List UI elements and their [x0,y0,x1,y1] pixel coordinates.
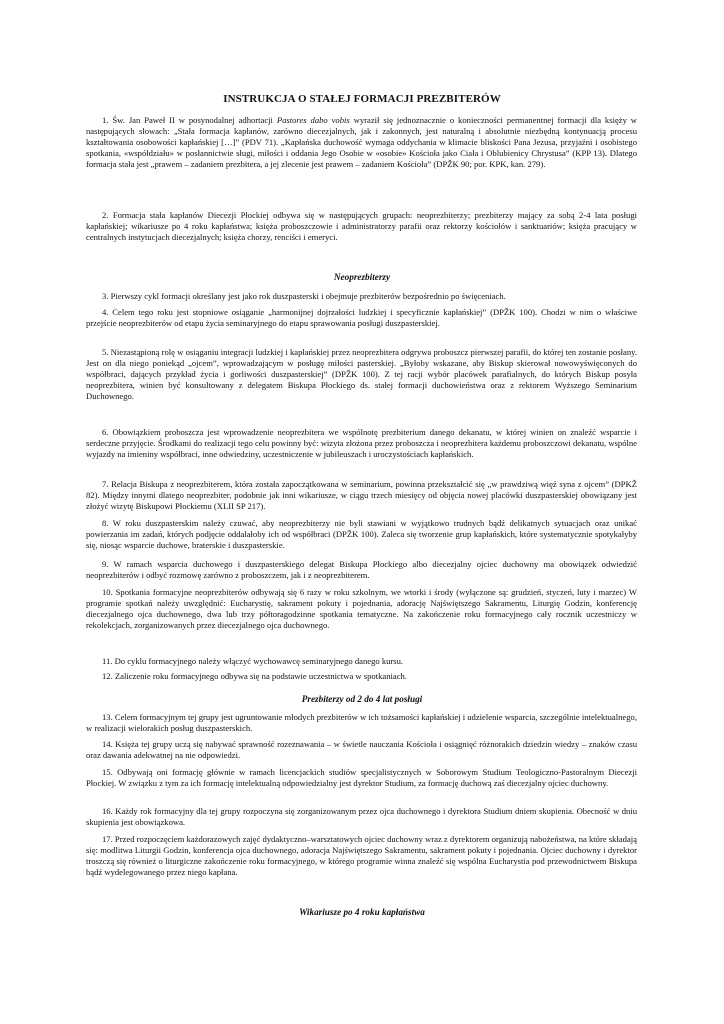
paragraph-1-body: wyraził się jednoznacznie o konieczności permanentnej formacji dla księży w następujących słowach: „Stała formacja kapłanów, zarówno diecezjalnych, jak i zakonnych, jest naturalną i absolutnie niezbędną kontynuacją procesu kształtowania osobowości kapłańskiej […]” (PDV 71). „Kapłańska duchowość wymaga oddychania w klimacie bliskości Pana Jezusa, przyjaźni i osobistego spotkania, «współdziału» w posłannictwie sługi, miłości i oddania Jego Osobie w «osobie» Kościoła jako Ciała i Oblubienicy Chrystusa” (KPP 13). Dlatego formacja stała jest „prawem – zadaniem prezbitera, a jej zlecenie jest prawem – zadaniem Kościoła” (DPŽK 90; por. KPK, kan. 279). [86,115,637,169]
paragraph-1 [86,115,637,170]
paragraph-7: 7. Relacja Biskupa z neoprezbiterem, która została zapoczątkowana w seminarium, powinna przekształcić się „w prawdziwą więź syna z ojcem” (DPKŽ 82). Między innymi dlatego neoprezbiter, podobnie jak inni wikariusze, w ciągu trzech miesięcy od objęcia nowej placówki duszpasterskiej obowiązany jest złożyć wizytę Biskupowi Płockiemu (XLII SP 217). [86,479,637,511]
paragraph-3: 3. Pierwszy cykl formacji określany jest jako rok duszpasterski i obejmuje prezbiterów bezpośrednio po święceniach. [102,291,506,301]
section-heading-wikariusze: Wikariusze po 4 roku kapłaństwa [299,907,425,917]
paragraph-9: 9. W ramach wsparcia duchowego i duszpasterskiego delegat Biskupa Płockiego albo diecezjalny ojciec duchowny ma obowiązek odwiedzić neoprezbiterów i odbyć rozmowę zarówno z proboszczem, jak i z neoprezbiterem. [86,559,637,580]
paragraph-14: 14. Księża tej grupy uczą się nabywać sprawność rozeznawania – w świetle nauczania Kościoła i osiągnięć różnorakich dziedzin wiedzy – znaków czasu oraz dawania adekwatnej na nie odpowiedzi. [86,739,637,760]
document-title: INSTRUKCJA O STAŁEJ FORMACJI PREZBITERÓW [223,93,501,105]
section-heading-prezbiterzy: Prezbiterzy od 2 do 4 lat posługi [301,694,423,704]
adhortation-title: Pastores dabo vobis [276,115,350,125]
paragraph-6: 6. Obowiązkiem proboszcza jest wprowadzenie neoprezbitera we wspólnotę prezbiterium danego dekanatu, w której winien on znaleźć wsparcie i serdeczne przyjęcie. Środkami do realizacji tego celu powinny być: wizyta złożona przez proboszcza i neoprezbitera każdemu proboszczowi dekanatu, wspólne wyjazdy na imieniny współbraci, inne odwiedziny, uczestniczenie w jubileuszach i uroczystościach kapłańskich. [86,427,637,459]
paragraph-16: 16. Każdy rok formacyjny dla tej grupy rozpoczyna się zorganizowanym przez ojca duchownego i dyrektora Studium dniem skupienia. Obecność w dniu skupienia jest obowiązkowa. [86,806,637,827]
section-heading-neoprezbiterzy: Neoprezbiterzy [333,272,391,282]
paragraph-10: 10. Spotkania formacyjne neoprezbiterów odbywają się 6 razy w roku szkolnym, we wtorki i środy (wyłączone są: grudzień, styczeń, luty i marzec) W programie spotkań należy uwzględnić: Eucharystię, sakrament pokuty i pojednania, adorację Najświętszego Sakramentu, Liturgię Godzin, konferencję diecezjalnego ojca duchownego, dwa lub trzy półtoragodzinne spotkania tematyczne. Na zakończenie roku formacyjnego cały rocznik uczestniczy w rekolekcjach, zorganizowanych przez diecezjalnego ojca duchownego. [86,587,637,630]
paragraph-8: 8. W roku duszpasterskim należy czuwać, aby neoprezbiterzy nie byli stawiani w wyjątkowo trudnych bądź delikatnych sytuacjach oraz unikać powierzania im zadań, których podjęcie oddalałoby ich od współbraci (DPŽK 100). Zaleca się tworzenie grup kapłańskich, które systematycznie spotykałyby się, niosąc wsparcie duchowe, braterskie i duszpasterskie. [86,518,637,550]
paragraph-5: 5. Niezastąpioną rolę w osiąganiu integracji ludzkiej i kapłańskiej przez neoprezbitera odgrywa proboszcz pierwszej parafii, do której ten zostanie posłany. Jest on dla niego poniekąd „ojcem”, wprowadzającym w posługę miłości pasterskiej. „Byłoby wskazane, aby Biskup skierował nowowyświęconych do współbraci, dających przykład życia i gorliwości duszpasterskiej” (DPŽK 100). Z tej racji wybór placówek parafialnych, do których Biskup posyła neoprezbitera, winien być konsultowany z delegatem Biskupa Płockiego ds. stałej formacji duchowieństwa oraz z rektorem Wyższego Seminarium Duchownego. [86,347,637,401]
paragraph-2: 2. Formacja stała kapłanów Diecezji Płockiej odbywa się w następujących grupach: neoprezbiterzy; prezbiterzy mający za sobą 2-4 lata posługi kapłańskiej; wikariusze po 4 roku kapłaństwa; księża proboszczowie i administratorzy parafii oraz rektorzy kościołów i sanktuariów; księża pracujący w centralnych instytucjach diecezjalnych; księża chorzy, renciści i emeryci. [86,210,637,242]
paragraph-11: 11. Do cyklu formacyjnego należy włączyć wychowawcę seminaryjnego danego kursu. [102,656,404,666]
paragraph-1-lead: 1. Św. Jan Paweł II w posynodalnej adhortacji [102,115,277,125]
paragraph-4: 4. Celem tego roku jest stopniowe osiąganie „harmonijnej dojrzałości ludzkiej i specyficznie kapłańskiej” (DPŽK 100). Chodzi w nim o właściwe przejście neoprezbiterów od etapu życia seminaryjnego do etapu sprawowania posługi duszpasterskiej. [86,307,637,328]
paragraph-12: 12. Zaliczenie roku formacyjnego odbywa się na podstawie uczestnictwa w spotkaniach. [102,671,407,681]
paragraph-15: 15. Odbywają oni formację głównie w ramach licencjackich studiów specjalistycznych w Soborowym Studium Teologiczno-Pastoralnym Diecezji Płockiej. W związku z tym za ich formację intelektualną odpowiedzialny jest dyrektor Studium, za formację duchową zaś diecezjalny ojciec duchowny. [86,767,637,788]
paragraph-13: 13. Celem formacyjnym tej grupy jest ugruntowanie młodych prezbiterów w ich tożsamości kapłańskiej i udzielenie wsparcia, szczególnie intelektualnego, w realizacji wielorakich posług duszpasterskich. [86,712,637,733]
paragraph-17: 17. Przed rozpoczęciem każdorazowych zajęć dydaktyczno–warsztatowych ojciec duchowny wraz z dyrektorem organizują nabożeństwa, na które składają się: modlitwa Liturgii Godzin, konferencja ojca duchownego, adoracja Najświętszego Sakramentu, sakrament pokuty i pojednania. Ojciec duchowny i dyrektor troszczą się również o liturgiczne zakończenie roku formacyjnego, w którego programie winna znaleźć się wspólna Eucharystia pod przewodnictwem Biskupa bądź wydelegowanego przez niego kapłana. [86,834,637,877]
